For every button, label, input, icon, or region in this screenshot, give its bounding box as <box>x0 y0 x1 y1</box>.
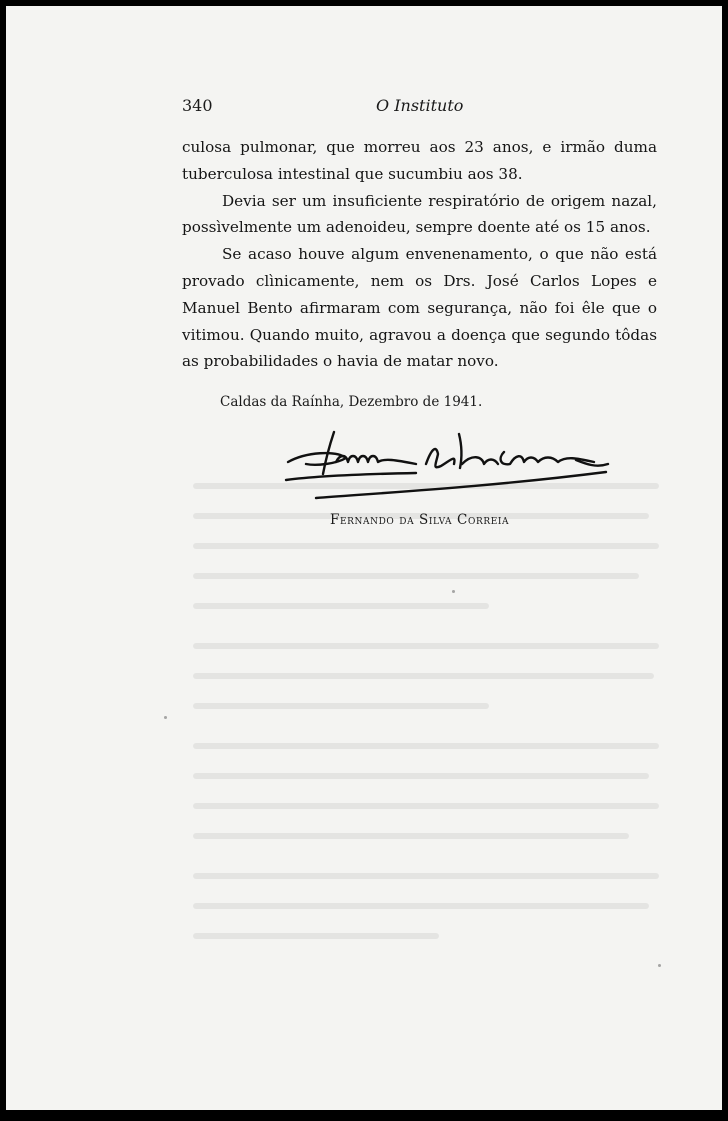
paragraph: Devia ser um insuficiente respiratório de origem nazal, possìvelmente um adenoideu, sempre doente até os 15 anos. <box>182 191 657 237</box>
paragraph-continued: culosa pulmonar, que morreu aos 23 anos, e irmão duma tuberculosa intestinal que sucumbiu aos 38. <box>182 138 657 183</box>
signer-name: Fernando da Silva Correia <box>330 512 510 528</box>
page-speck <box>452 590 455 593</box>
running-title: O Instituto <box>376 96 464 115</box>
page-number: 340 <box>182 96 213 115</box>
body-text <box>182 134 657 375</box>
place-date: Caldas da Raínha, Dezembro de 1941. <box>220 394 483 410</box>
handwritten-signature <box>276 424 616 509</box>
page-speck <box>658 964 661 967</box>
paragraph: Se acaso houve algum envenenamento, o que não está provado clìnicamente, nem os Drs. José Carlos Lopes e Manuel Bento afirmaram com segurança, não foi êle que o vitimou. Quando muito, agravou a doença que segundo tôdas as probabilidades o havia de matar novo. <box>182 245 657 371</box>
document-page <box>6 6 722 1110</box>
page-speck <box>164 716 167 719</box>
page-header <box>182 96 662 120</box>
bleed-through-text <box>186 476 666 956</box>
